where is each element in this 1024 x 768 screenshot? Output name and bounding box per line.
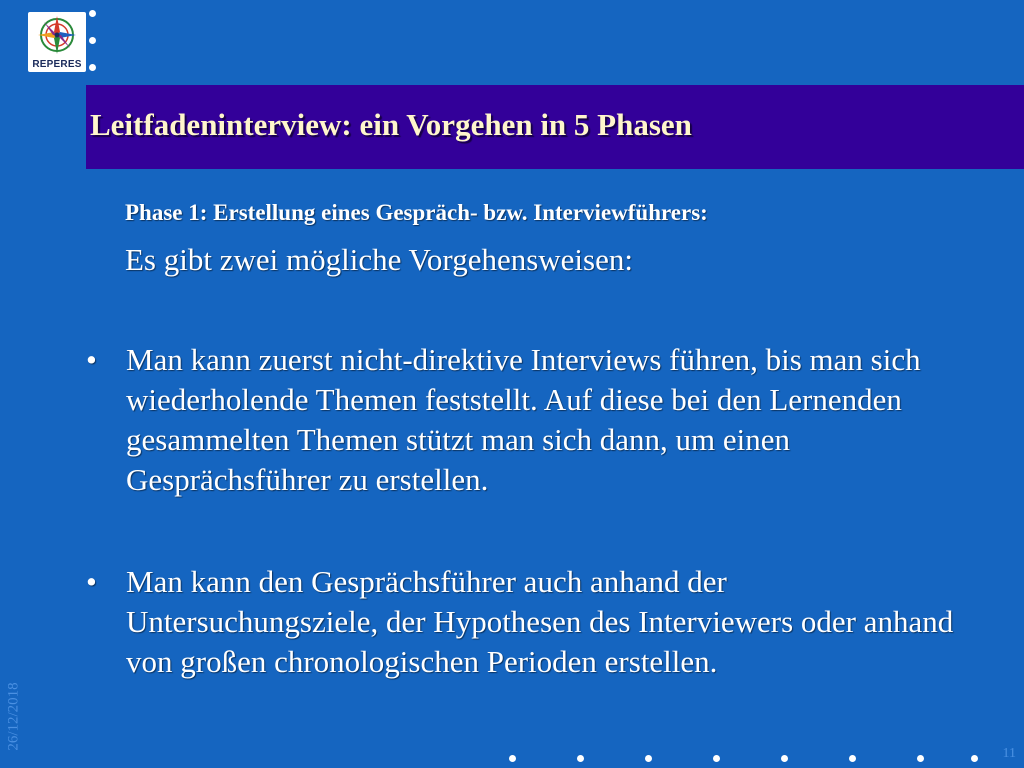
page-number: 11 [1002, 746, 1016, 761]
dot [713, 755, 720, 762]
title-band [86, 85, 1024, 169]
dot [645, 755, 652, 762]
dot [577, 755, 584, 762]
dot [971, 755, 978, 762]
dot [89, 37, 96, 44]
dot [509, 755, 516, 762]
slide-title: Leitfadeninterview: ein Vorgehen in 5 Phasen [90, 107, 692, 142]
dot [917, 755, 924, 762]
phase-heading: Phase 1: Erstellung eines Gespräch- bzw. Interviewführers: [125, 200, 708, 225]
bullet-text: Man kann den Gesprächsführer auch anhand der Untersuchungsziele, der Hypothesen des Interviewers oder anhand von großen chronologischen Perioden erstellen. [126, 564, 954, 679]
decorative-vertical-dots [89, 10, 99, 91]
bullet-item [86, 562, 956, 682]
dot [89, 10, 96, 17]
dot [849, 755, 856, 762]
dot [781, 755, 788, 762]
bullet-item [86, 340, 956, 500]
compass-rose-icon [30, 14, 84, 58]
bullet-marker: • [86, 342, 97, 377]
dot [89, 64, 96, 71]
logo-label: REPERES [32, 59, 82, 70]
slide-date: 26/12/2018 [5, 682, 22, 751]
bullet-marker: • [86, 564, 97, 599]
bullet-text: Man kann zuerst nicht-direktive Interviews führen, bis man sich wiederholende Themen feststellt. Auf diese bei den Lernenden gesammelten Themen stützt man sich dann, um einen Gesprächsführer zu erstellen. [126, 342, 921, 497]
reperes-logo [28, 12, 86, 72]
intro-text: Es gibt zwei mögliche Vorgehensweisen: [125, 242, 633, 277]
